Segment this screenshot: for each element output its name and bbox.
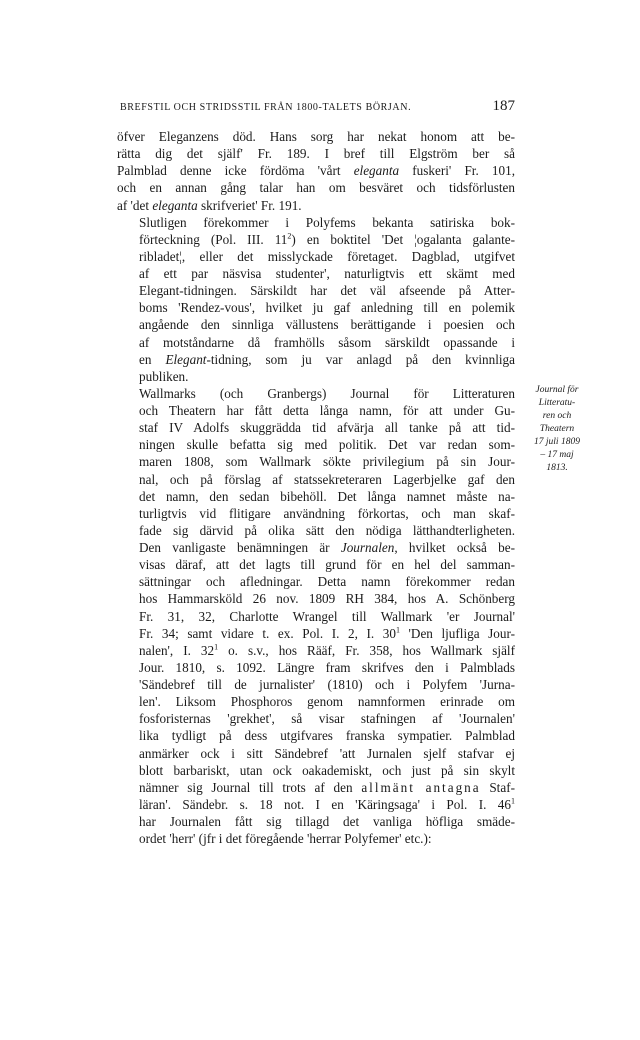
margin-note-line: – 17 maj bbox=[540, 450, 574, 460]
text-line: och en annan gång talar han om besväret och tidsförlusten bbox=[117, 180, 515, 196]
text-line: nal, och på förslag af statssekreteraren Lagerbjelke gaf den bbox=[139, 471, 515, 487]
margin-note-line: Theatern bbox=[539, 424, 575, 434]
paragraph bbox=[117, 128, 515, 214]
text-line: det namn, den sedan bibehöll. Det långa namnet måste na- bbox=[139, 488, 515, 504]
text-line: Jour. 1810, s. 1092. Längre fram skrifves den i Palmblads bbox=[139, 659, 515, 675]
spaced-emphasis: allmänt antagna bbox=[361, 779, 481, 795]
text-line: blott barbariskt, utan ock oakademiskt, och just på sin skylt bbox=[139, 762, 515, 778]
text-line: har Journalen fått sig tillagd det vanliga höfliga smäde- bbox=[139, 814, 515, 829]
text-line: af 'det eleganta skrifveriet' Fr. 191. bbox=[117, 197, 302, 213]
text-line: ribladet¦, eller det misslyckade företaget. Dagblad, utgifvet bbox=[139, 248, 515, 264]
text-line: af motståndarne då framhölls såsom särskildt opassande i bbox=[139, 334, 515, 350]
text-line: nämner sig Journal till trots af den allmänt antagna Staf- bbox=[139, 779, 515, 795]
text-line: öfver Eleganzens död. Hans sorg har nekat honom att be- bbox=[117, 129, 515, 144]
text-line: Wallmarks (och Granbergs) Journal för Litteraturen bbox=[139, 385, 515, 401]
text-line: visas däraf, att det lagts till grund för en hel del samman- bbox=[139, 557, 515, 573]
text-line: ningen skulle befatta sig med politik. Det var redan som- bbox=[139, 437, 515, 453]
text-line: 'Sändebref till de jurnalister' (1810) och i Polyfem 'Jurna- bbox=[139, 677, 515, 692]
text-line: Fr. 34; samt vidare t. ex. Pol. I. 2, I. $30^1$ 'Den ljufliga Jour- bbox=[139, 625, 515, 641]
italic-term: eleganta bbox=[152, 197, 198, 213]
margin-note bbox=[522, 384, 592, 475]
page-header bbox=[120, 98, 515, 118]
text-line: sättningar och afledningar. Detta namn förekommer redan bbox=[139, 574, 515, 590]
text-line: ordet 'herr' (jfr i det föregående 'herrar Polyfemer' etc.): bbox=[139, 831, 432, 847]
margin-note-line: ren och bbox=[542, 411, 572, 421]
text-line: maren 1808, som Wallmark sökte privilegium på sin Jour- bbox=[139, 454, 515, 470]
footnote-superscript: 1 bbox=[395, 625, 400, 635]
italic-term: Elegant bbox=[165, 351, 207, 367]
text-line: Fr. 31, 32, Charlotte Wrangel till Wallmark 'er Journal' bbox=[139, 608, 515, 624]
text-line: anmärker ock i sitt Sändebref 'att Jurnalen sjelf stafvar ej bbox=[139, 745, 515, 761]
footnote-superscript: 1 bbox=[214, 642, 219, 652]
text-line: Den vanligaste benämningen är Journalen, hvilket också be- bbox=[139, 540, 515, 555]
text-line: och Theatern har fått detta långa namn, för att under Gu- bbox=[139, 403, 515, 418]
text-line: läran'. Sändebr. s. 18 not. I en 'Käringsaga' i Pol. I. $46^1$ bbox=[139, 796, 515, 812]
text-line: lika tydligt på dess utgifvares franska sympatier. Palmblad bbox=[139, 728, 515, 744]
margin-note-line: Litteratu- bbox=[538, 398, 576, 408]
paragraph bbox=[117, 214, 515, 385]
italic-term: Journalen bbox=[340, 540, 395, 555]
text-line: förteckning (Pol. III. $11^2$) en boktitel 'Det ¦ogalanta galante- bbox=[139, 231, 515, 247]
text-line: nalen', I. $32^1$ o. s.v., hos Rääf, Fr. 358, hos Wallmark själf bbox=[139, 642, 515, 658]
italic-term: eleganta bbox=[353, 163, 400, 179]
body-text bbox=[117, 128, 515, 847]
text-line: publiken. bbox=[139, 368, 189, 384]
text-line: turligtvis vid flitigare användning förkortas, och man skaf- bbox=[139, 505, 515, 521]
paragraph bbox=[117, 385, 515, 847]
margin-note-line: Journal för bbox=[535, 385, 579, 395]
text-line: rätta dig det själf' Fr. 189. I bref till Elgström ber så bbox=[117, 146, 515, 162]
margin-note-line: 1813. bbox=[546, 463, 568, 473]
footnote-superscript: 2 bbox=[287, 231, 292, 241]
footnote-superscript: 1 bbox=[511, 796, 515, 806]
text-line: angående den sinnliga vällustens berättigande i poesien och bbox=[139, 317, 515, 333]
margin-note-line: 17 juli 1809 bbox=[534, 437, 580, 447]
text-line: Slutligen förekommer i Polyfems bekanta satiriska bok- bbox=[139, 214, 515, 230]
text-line: staf IV Adolfs skuggrädda tid afvärja all tanke på att tid- bbox=[139, 420, 515, 436]
text-line: fosforisternas 'grekhet', så visar stafningen af 'Journalen' bbox=[139, 711, 515, 727]
text-line: Elegant-tidningen. Särskildt har det väl afseende på Atter- bbox=[139, 283, 515, 299]
running-title: BREFSTIL OCH STRIDSSTIL FRÅN 1800-TALETS BÖRJAN. bbox=[120, 102, 412, 113]
text-line: en Elegant-tidning, som ju var anlagd på den kvinnliga bbox=[139, 351, 515, 367]
text-line: af ett par näsvisa studenter', naturligtvis ett skämt med bbox=[139, 266, 515, 281]
text-line: hos Hammarsköld 26 nov. 1809 RH 384, hos A. Schönberg bbox=[139, 591, 515, 607]
text-line: boms 'Rendez-vous', hvilket ju gaf anledning till en polemik bbox=[139, 300, 515, 316]
text-line: fade sig därvid på olika sätt den nödiga lätthandterligheten. bbox=[139, 522, 515, 538]
page-number: 187 bbox=[492, 98, 515, 114]
text-line: Palmblad denne icke fördöma 'vårt eleganta fuskeri' Fr. 101, bbox=[117, 163, 515, 179]
text-line: len'. Liksom Phosphoros genom namnformen erinrade om bbox=[139, 694, 515, 710]
